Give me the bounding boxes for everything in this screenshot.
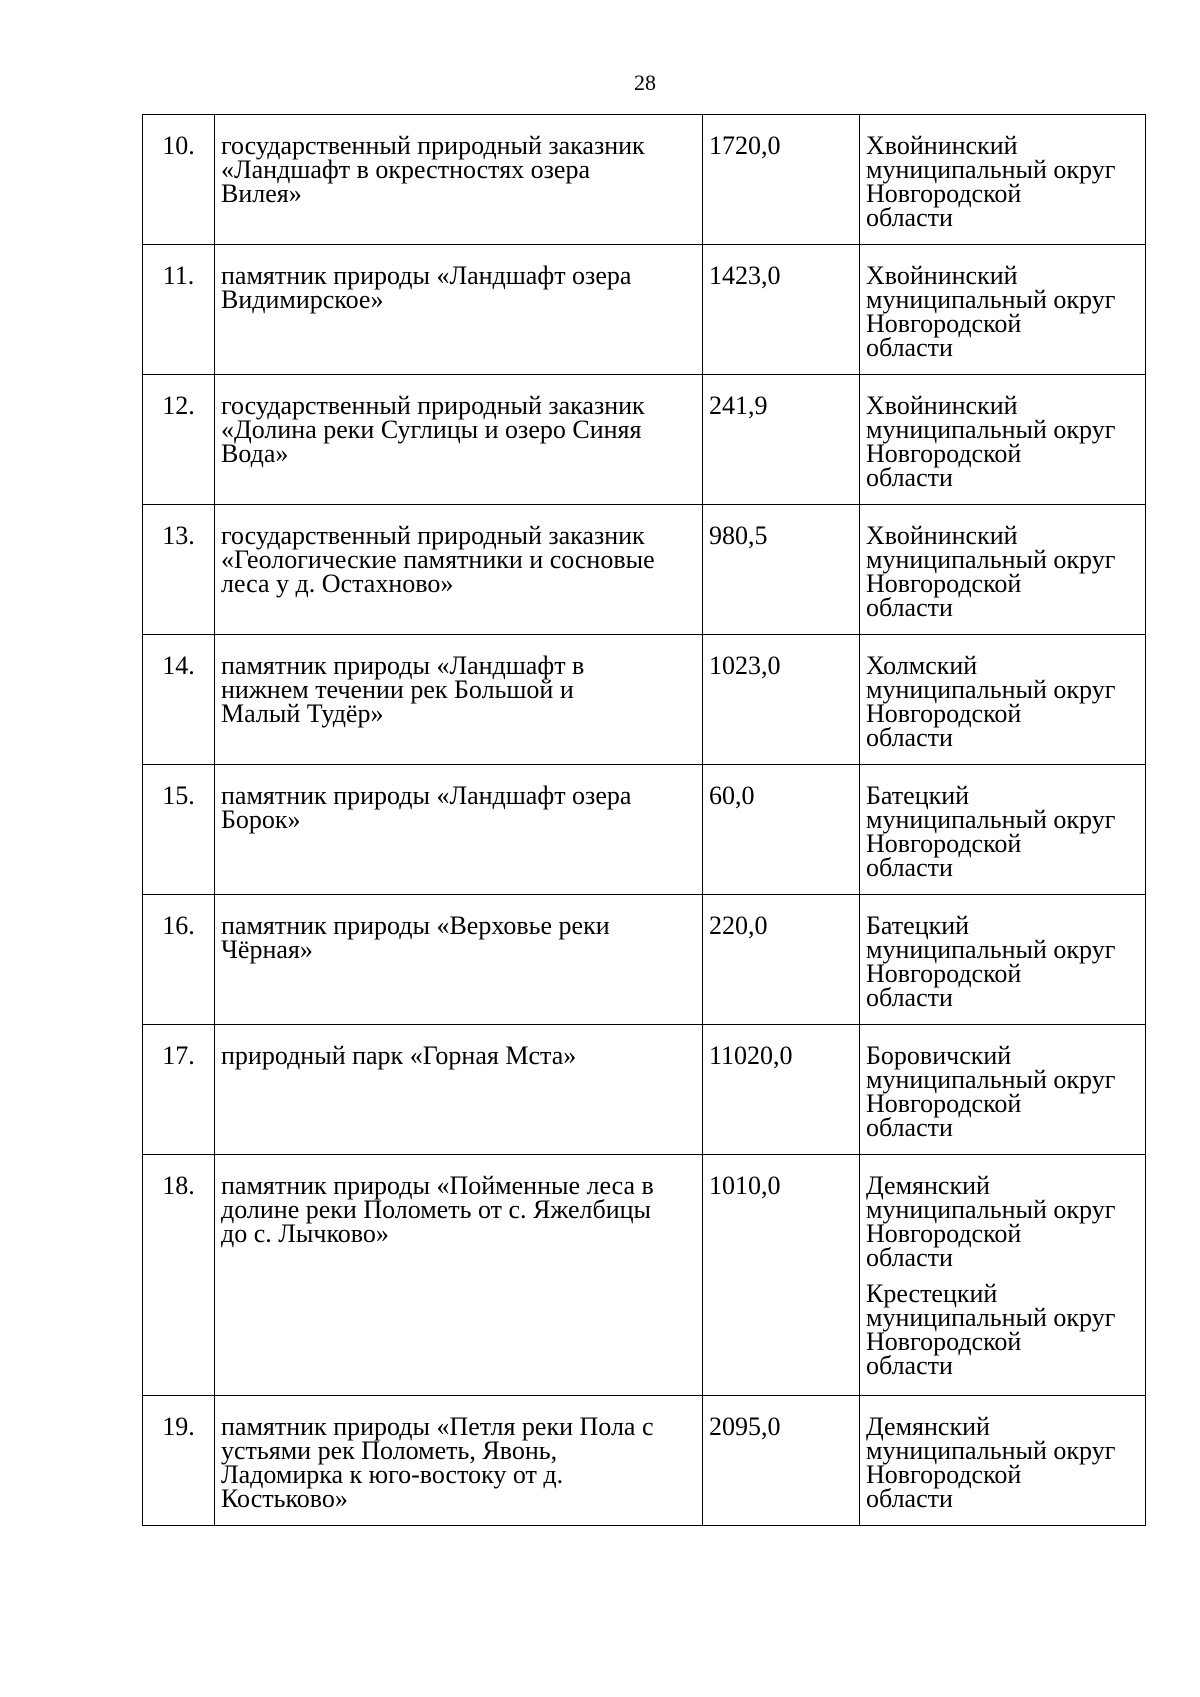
table-row bbox=[143, 1025, 1146, 1155]
location-line: муниципальный округ bbox=[866, 155, 1116, 184]
row-number: 15. bbox=[143, 765, 215, 895]
area-name-cell bbox=[215, 1025, 703, 1155]
area-size-cell: 2095,0 bbox=[703, 1396, 860, 1526]
area-name-line: до с. Лычково» bbox=[221, 1219, 389, 1248]
location-block bbox=[866, 1412, 1139, 1513]
area-name-cell bbox=[215, 115, 703, 245]
table-row bbox=[143, 115, 1146, 245]
area-name-line: памятник природы «Ландшафт озера bbox=[221, 261, 632, 290]
area-name-cell bbox=[215, 505, 703, 635]
area-name-line: Вода» bbox=[221, 439, 289, 468]
area-name-line: государственный природный заказник bbox=[221, 131, 645, 160]
location-line: Демянский bbox=[866, 1171, 990, 1200]
location-cell bbox=[860, 1396, 1146, 1526]
location-line: муниципальный округ bbox=[866, 415, 1116, 444]
protected-areas-table bbox=[142, 114, 1146, 1526]
location-line: Демянский bbox=[866, 1412, 990, 1441]
location-line: Хвойнинский bbox=[866, 521, 1018, 550]
location-block bbox=[866, 911, 1139, 1012]
area-name-line: природный парк «Горная Мста» bbox=[221, 1041, 577, 1070]
area-name-line: Малый Тудёр» bbox=[221, 699, 384, 728]
location-cell bbox=[860, 1155, 1146, 1396]
row-number: 12. bbox=[143, 375, 215, 505]
table-row bbox=[143, 1155, 1146, 1396]
area-name-line: памятник природы «Верховье реки bbox=[221, 911, 610, 940]
row-number: 14. bbox=[143, 635, 215, 765]
area-name-line: государственный природный заказник bbox=[221, 521, 645, 550]
location-cell bbox=[860, 1025, 1146, 1155]
area-name-line: «Ландшафт в окрестностях озера bbox=[221, 155, 591, 184]
location-cell bbox=[860, 895, 1146, 1025]
page-number: 28 bbox=[634, 70, 656, 95]
area-name-line: Ладомирка к юго-востоку от д. bbox=[221, 1460, 564, 1489]
area-name-line: Вилея» bbox=[221, 179, 302, 208]
location-line: Батецкий bbox=[866, 781, 970, 810]
location-line: Новгородской bbox=[866, 309, 1022, 338]
row-number: 16. bbox=[143, 895, 215, 1025]
table-row bbox=[143, 245, 1146, 375]
area-name-cell bbox=[215, 895, 703, 1025]
location-cell bbox=[860, 245, 1146, 375]
location-line: Хвойнинский bbox=[866, 131, 1018, 160]
row-number: 18. bbox=[143, 1155, 215, 1396]
location-line: Холмский bbox=[866, 651, 978, 680]
location-line: Батецкий bbox=[866, 911, 970, 940]
location-cell bbox=[860, 375, 1146, 505]
area-name-cell bbox=[215, 1155, 703, 1396]
table-row bbox=[143, 505, 1146, 635]
area-name-line: памятник природы «Ландшафт озера bbox=[221, 781, 632, 810]
location-line: Крестецкий bbox=[866, 1279, 998, 1308]
location-line: области bbox=[866, 203, 953, 232]
location-line: муниципальный округ bbox=[866, 805, 1116, 834]
location-line: Новгородской bbox=[866, 829, 1022, 858]
location-line: области bbox=[866, 853, 953, 882]
location-cell bbox=[860, 115, 1146, 245]
location-block bbox=[866, 521, 1139, 622]
area-name-cell bbox=[215, 1396, 703, 1526]
area-name-line: памятник природы «Петля реки Пола с bbox=[221, 1412, 654, 1441]
location-line: области bbox=[866, 1351, 953, 1380]
area-size-cell: 241,9 bbox=[703, 375, 860, 505]
location-line: Хвойнинский bbox=[866, 391, 1018, 420]
area-name-line: нижнем течении рек Большой и bbox=[221, 675, 574, 704]
table-row bbox=[143, 765, 1146, 895]
row-number: 10. bbox=[143, 115, 215, 245]
location-line: муниципальный округ bbox=[866, 935, 1116, 964]
table-row bbox=[143, 895, 1146, 1025]
location-line: Новгородской bbox=[866, 959, 1022, 988]
area-name-line: устьями рек Полометь, Явонь, bbox=[221, 1436, 558, 1465]
area-name-cell bbox=[215, 765, 703, 895]
location-cell bbox=[860, 765, 1146, 895]
location-line: Новгородской bbox=[866, 1089, 1022, 1118]
row-number: 11. bbox=[143, 245, 215, 375]
area-name-line: «Долина реки Суглицы и озеро Синяя bbox=[221, 415, 642, 444]
area-name-line: Видимирское» bbox=[221, 285, 384, 314]
area-size-cell: 60,0 bbox=[703, 765, 860, 895]
area-size-cell: 1423,0 bbox=[703, 245, 860, 375]
location-line: муниципальный округ bbox=[866, 1065, 1116, 1094]
location-line: области bbox=[866, 463, 953, 492]
area-name-line: Костьково» bbox=[221, 1484, 348, 1513]
area-size-cell: 1720,0 bbox=[703, 115, 860, 245]
area-name-line: леса у д. Остахново» bbox=[221, 569, 454, 598]
location-line: Новгородской bbox=[866, 1219, 1022, 1248]
location-block bbox=[866, 781, 1139, 882]
table-row bbox=[143, 1396, 1146, 1526]
area-name-line: «Геологические памятники и сосновые bbox=[221, 545, 655, 574]
table-row bbox=[143, 375, 1146, 505]
area-size-cell: 1010,0 bbox=[703, 1155, 860, 1396]
location-block bbox=[866, 261, 1139, 362]
location-block bbox=[866, 1171, 1139, 1272]
area-name-line: государственный природный заказник bbox=[221, 391, 645, 420]
row-number: 19. bbox=[143, 1396, 215, 1526]
location-line: области bbox=[866, 723, 953, 752]
location-line: Новгородской bbox=[866, 179, 1022, 208]
area-size-cell: 220,0 bbox=[703, 895, 860, 1025]
table-row bbox=[143, 635, 1146, 765]
location-block bbox=[866, 1279, 1139, 1380]
location-line: области bbox=[866, 593, 953, 622]
location-line: области bbox=[866, 1243, 953, 1272]
location-line: области bbox=[866, 1113, 953, 1142]
location-cell bbox=[860, 505, 1146, 635]
location-line: области bbox=[866, 333, 953, 362]
area-name-cell bbox=[215, 245, 703, 375]
location-line: области bbox=[866, 983, 953, 1012]
location-block bbox=[866, 131, 1139, 232]
location-block bbox=[866, 391, 1139, 492]
location-block bbox=[866, 651, 1139, 752]
location-cell bbox=[860, 635, 1146, 765]
location-line: Новгородской bbox=[866, 1327, 1022, 1356]
location-line: муниципальный округ bbox=[866, 545, 1116, 574]
location-line: муниципальный округ bbox=[866, 285, 1116, 314]
row-number: 17. bbox=[143, 1025, 215, 1155]
area-name-line: Борок» bbox=[221, 805, 301, 834]
location-line: муниципальный округ bbox=[866, 675, 1116, 704]
location-line: Новгородской bbox=[866, 439, 1022, 468]
area-name-line: долине реки Полометь от с. Яжелбицы bbox=[221, 1195, 652, 1224]
location-line: муниципальный округ bbox=[866, 1195, 1116, 1224]
location-line: области bbox=[866, 1484, 953, 1513]
location-line: Хвойнинский bbox=[866, 261, 1018, 290]
location-line: Новгородской bbox=[866, 699, 1022, 728]
location-block bbox=[866, 1041, 1139, 1142]
area-name-line: Чёрная» bbox=[221, 935, 313, 964]
area-size-cell: 1023,0 bbox=[703, 635, 860, 765]
area-name-cell bbox=[215, 375, 703, 505]
area-size-cell: 980,5 bbox=[703, 505, 860, 635]
location-line: Новгородской bbox=[866, 1460, 1022, 1489]
location-line: муниципальный округ bbox=[866, 1436, 1116, 1465]
area-name-line: памятник природы «Ландшафт в bbox=[221, 651, 585, 680]
location-line: Боровичский bbox=[866, 1041, 1012, 1070]
area-name-line: памятник природы «Пойменные леса в bbox=[221, 1171, 654, 1200]
area-size-cell: 11020,0 bbox=[703, 1025, 860, 1155]
area-name-cell bbox=[215, 635, 703, 765]
location-line: муниципальный округ bbox=[866, 1303, 1116, 1332]
table-body bbox=[143, 115, 1146, 1526]
location-line: Новгородской bbox=[866, 569, 1022, 598]
row-number: 13. bbox=[143, 505, 215, 635]
